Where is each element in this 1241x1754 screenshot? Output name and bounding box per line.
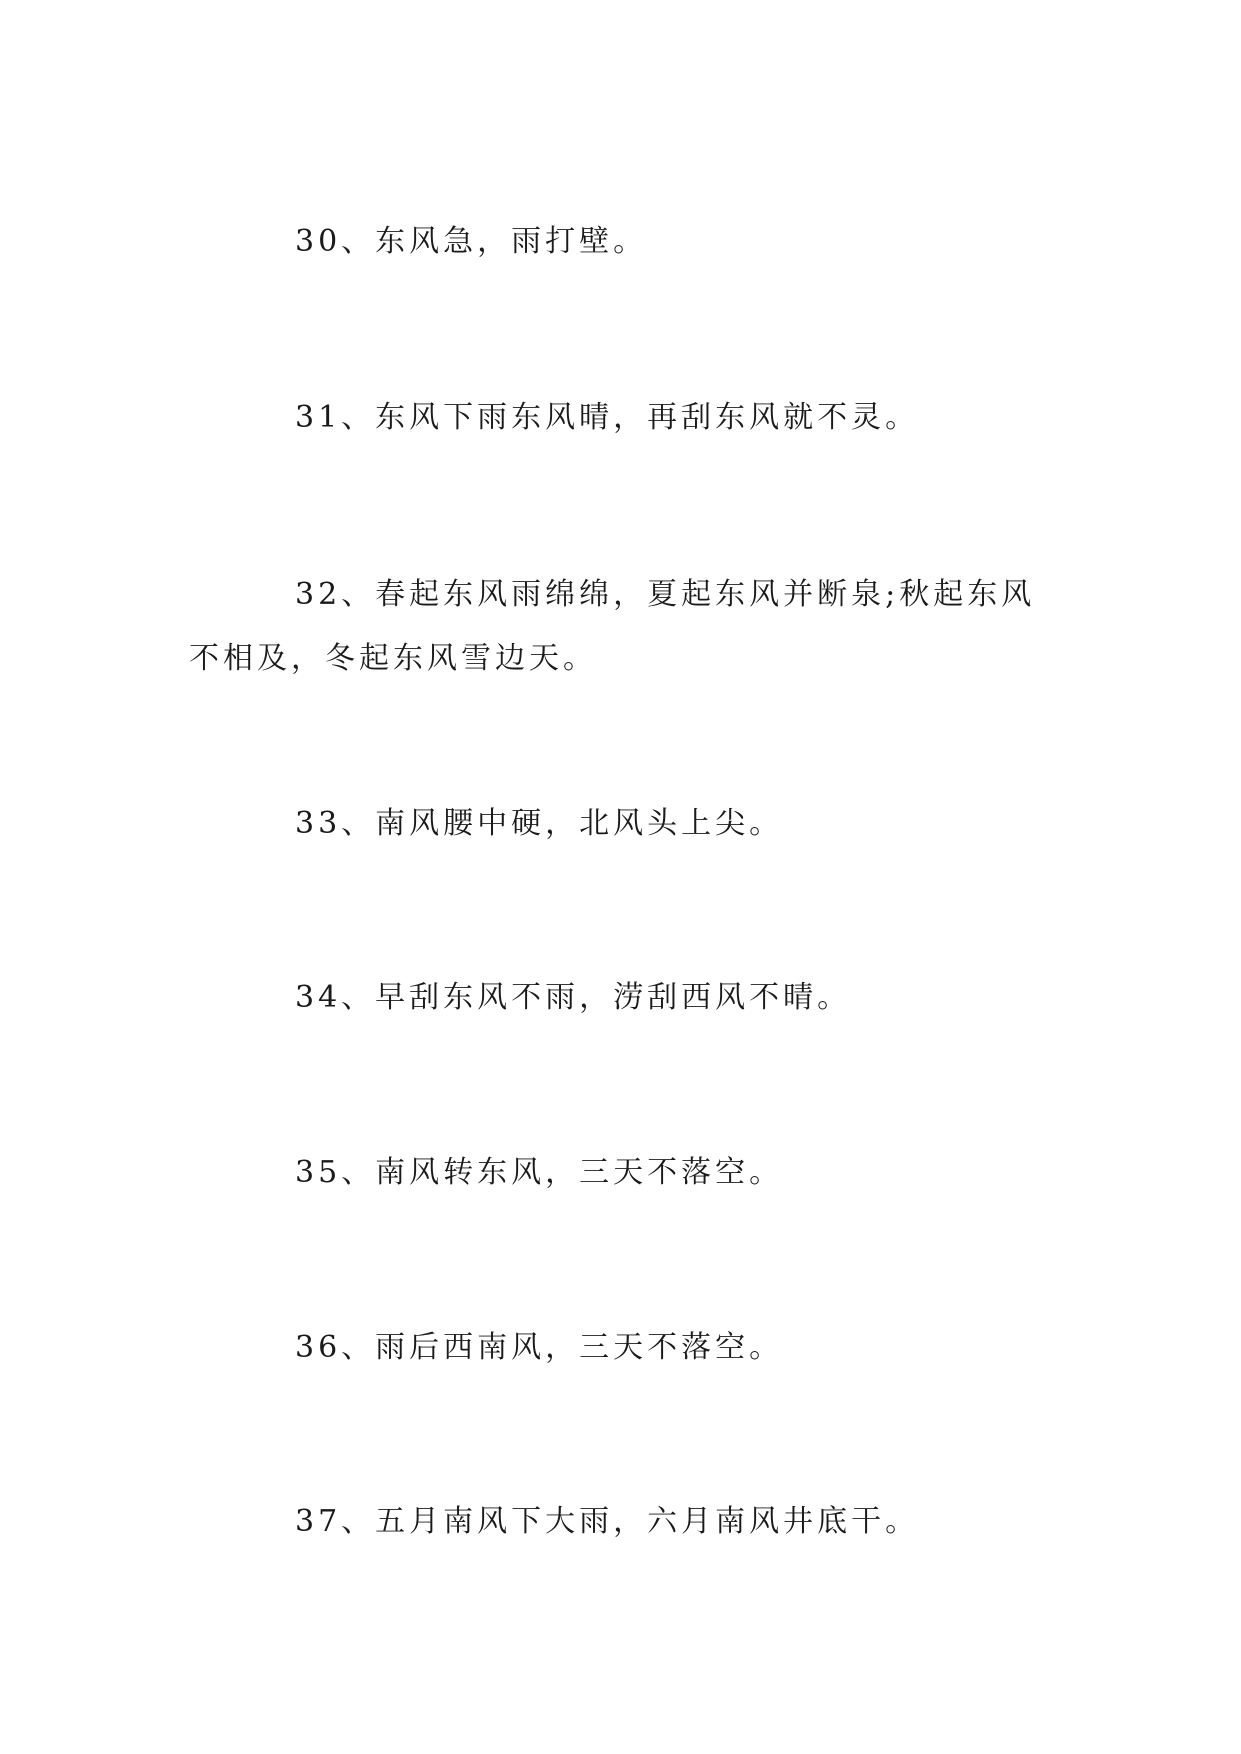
proverb-35: 35、南风转东风，三天不落空。 bbox=[295, 1155, 784, 1190]
proverb-37: 37、五月南风下大雨，六月南风井底干。 bbox=[295, 1504, 920, 1539]
proverb-36: 36、雨后西南风，三天不落空。 bbox=[295, 1330, 784, 1365]
proverb-32: 32、春起东风雨绵绵，夏起东风并断泉;秋起东风不相及，冬起东风雪边天。 bbox=[189, 577, 1036, 676]
proverb-34: 34、早刮东风不雨，涝刮西风不晴。 bbox=[295, 980, 852, 1015]
proverb-30: 30、东风急，雨打壁。 bbox=[295, 224, 648, 259]
proverb-31: 31、东风下雨东风晴，再刮东风就不灵。 bbox=[295, 400, 920, 435]
proverb-33: 33、南风腰中硬，北风头上尖。 bbox=[295, 806, 784, 841]
